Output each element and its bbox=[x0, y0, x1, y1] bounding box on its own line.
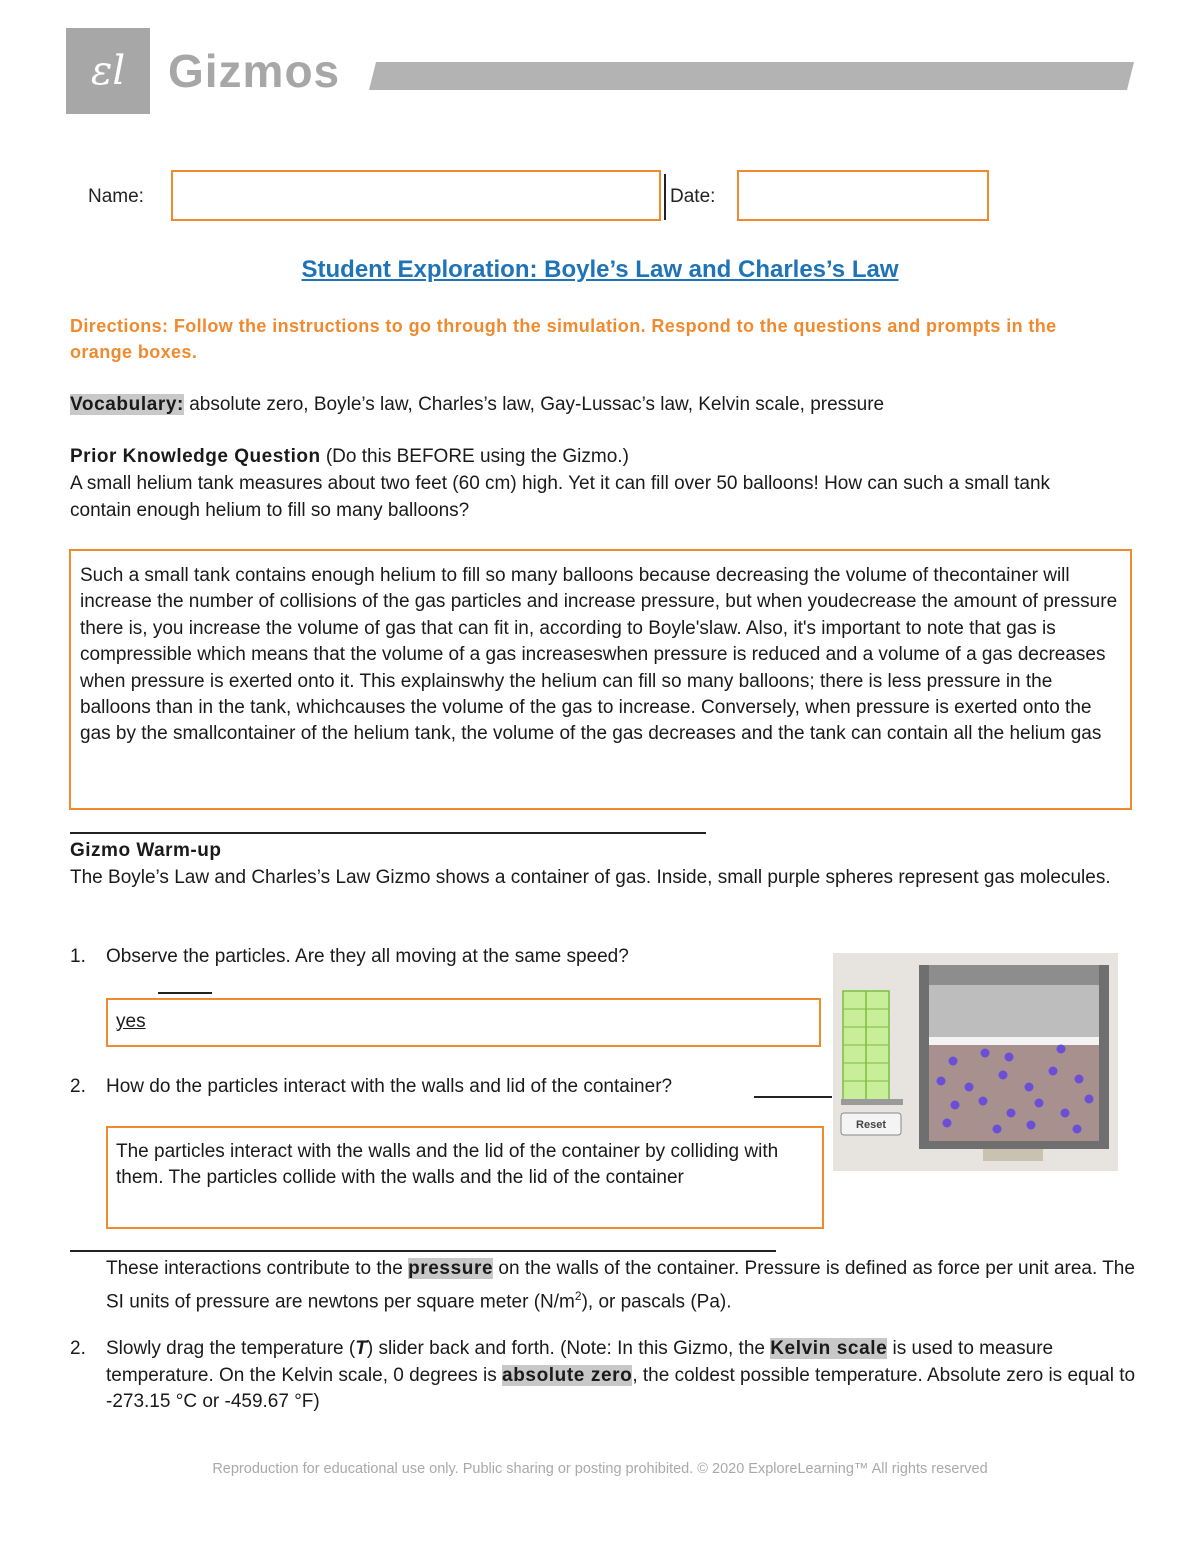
field-divider bbox=[664, 174, 666, 220]
pressure-text-end: ), or pascals (Pa). bbox=[581, 1290, 732, 1312]
gas-particle bbox=[1073, 1125, 1082, 1134]
question-1-number: 1. bbox=[70, 946, 86, 967]
gas-particle bbox=[1025, 1083, 1034, 1092]
gas-particle bbox=[1061, 1109, 1070, 1118]
answer-blank-line-2 bbox=[754, 1096, 832, 1098]
section-divider bbox=[70, 832, 706, 834]
header-decorative-bar bbox=[369, 62, 1134, 90]
prior-knowledge-answer: Such a small tank contains enough helium to fill so many balloons because decreasing the volume of thecontainer will increase the number of collisions of the gas particles and increase pressure, but when youdecrease the amount of pressure there is, you increase the volume of gas that can fit in, according to Boyle'slaw. Also, it's important to note that gas is compressible which means that the volume of a gas increaseswhen pressure is reduced and a volume of a gas decreases when pressure is exerted onto it. This explainswhy the helium can fill so many balloons; there is less pressure in the balloons than in the tank, whichcauses the volume of the gas to increase. Conversely, when pressure is exerted onto the gas by the smallcontainer of the helium tank, the volume of the gas decreases and the tank can contain all the helium gas bbox=[80, 565, 1118, 745]
section-divider-2 bbox=[70, 1250, 776, 1252]
prior-knowledge-heading: Prior Knowledge Question bbox=[70, 446, 321, 467]
gas-particle bbox=[1085, 1095, 1094, 1104]
gas-particle bbox=[999, 1071, 1008, 1080]
container-illustration bbox=[833, 953, 1118, 1171]
question-1-answer-box[interactable] bbox=[106, 998, 821, 1047]
date-field[interactable] bbox=[737, 170, 989, 221]
gas-particle bbox=[979, 1097, 988, 1106]
pressure-text-pre: These interactions contribute to the bbox=[106, 1258, 409, 1279]
footer-copyright: Reproduction for educational use only. Public sharing or posting prohibited. © 2020 ExploreLearning™ All rights reserved bbox=[212, 1461, 988, 1477]
gas-particle bbox=[1007, 1109, 1016, 1118]
brand-name: Gizmos bbox=[168, 45, 341, 97]
question-2-number: 2. bbox=[70, 1076, 86, 1097]
prior-knowledge-question: A small helium tank measures about two feet (60 cm) high. Yet it can fill over 50 balloons! How can such a small tank contain enough helium to fill so many balloons? bbox=[70, 473, 1051, 521]
gas-particle bbox=[981, 1049, 990, 1058]
gizmo-simulation-image bbox=[833, 953, 1118, 1171]
date-label: Date: bbox=[670, 186, 716, 207]
pressure-superscript: 2 bbox=[574, 1288, 582, 1303]
gas-particle bbox=[1049, 1067, 1058, 1076]
gas-particle bbox=[1035, 1099, 1044, 1108]
gas-particle bbox=[1027, 1121, 1036, 1130]
gas-particle bbox=[937, 1077, 946, 1086]
gas-particle bbox=[993, 1125, 1002, 1134]
reset-button-label: Reset bbox=[856, 1119, 886, 1131]
gas-particle bbox=[949, 1057, 958, 1066]
question-3-number: 2. bbox=[70, 1338, 86, 1359]
pressure-term: pressure bbox=[408, 1258, 494, 1279]
q3-text-c: is used to measure temperature. On the Kelvin scale, 0 degrees is bbox=[106, 1338, 1054, 1386]
gas-particle bbox=[943, 1119, 952, 1128]
vocabulary-terms: absolute zero, Boyle’s law, Charles’s law, Gay-Lussac’s law, Kelvin scale, pressure bbox=[183, 394, 885, 415]
question-2-answer: The particles interact with the walls and the lid of the container by colliding with them. The particles collide with the walls and the lid of the container bbox=[116, 1141, 779, 1189]
gas-particle bbox=[965, 1083, 974, 1092]
warmup-heading: Gizmo Warm-up bbox=[70, 840, 222, 861]
prior-knowledge-heading-line bbox=[70, 444, 1130, 471]
question-1: Observe the particles. Are they all moving at the same speed? bbox=[106, 946, 629, 967]
gas-particle bbox=[951, 1101, 960, 1110]
q3-text-b: ) slider back and forth. (Note: In this Gizmo, the bbox=[366, 1338, 771, 1359]
prior-knowledge-note: (Do this BEFORE using the Gizmo.) bbox=[320, 446, 629, 467]
gas-particle bbox=[1057, 1045, 1066, 1054]
page-title: Student Exploration: Boyle’s Law and Charles’s Law bbox=[301, 256, 899, 283]
gas-particle bbox=[1075, 1075, 1084, 1084]
warmup-intro: The Boyle’s Law and Charles’s Law Gizmo shows a container of gas. Inside, small purple spheres represent gas molecules. bbox=[70, 867, 1111, 888]
directions: Directions: Follow the instructions to go through the simulation. Respond to the questions and prompts in the orange boxes. bbox=[70, 316, 1057, 362]
question-1-answer: yes bbox=[116, 1011, 146, 1032]
absolute-zero-term: absolute zero bbox=[502, 1364, 633, 1386]
vocabulary-line bbox=[70, 392, 1130, 419]
logo-glyph: ɛl bbox=[90, 48, 126, 94]
kelvin-scale-term: Kelvin scale bbox=[770, 1338, 888, 1359]
q3-text-a: Slowly drag the temperature ( bbox=[106, 1338, 356, 1359]
vocabulary-label: Vocabulary: bbox=[70, 394, 184, 415]
q3-temperature-symbol: T bbox=[355, 1338, 367, 1359]
q3-text-d: , the coldest possible temperature. Absolute zero is equal to -273.15 °C or -459.67 °F) bbox=[106, 1364, 1136, 1412]
answer-blank-line bbox=[158, 992, 212, 994]
pressure-paragraph bbox=[106, 1256, 1146, 1315]
name-field[interactable] bbox=[171, 170, 661, 221]
question-3 bbox=[106, 1336, 1146, 1416]
gas-particle bbox=[1005, 1053, 1014, 1062]
question-2: How do the particles interact with the walls and lid of the container? bbox=[106, 1076, 673, 1097]
name-label: Name: bbox=[88, 186, 144, 207]
pressure-text-post: on the walls of the container. Pressure is defined as force per unit area. The SI units of pressure are newtons per square meter (N/m bbox=[106, 1258, 1135, 1312]
